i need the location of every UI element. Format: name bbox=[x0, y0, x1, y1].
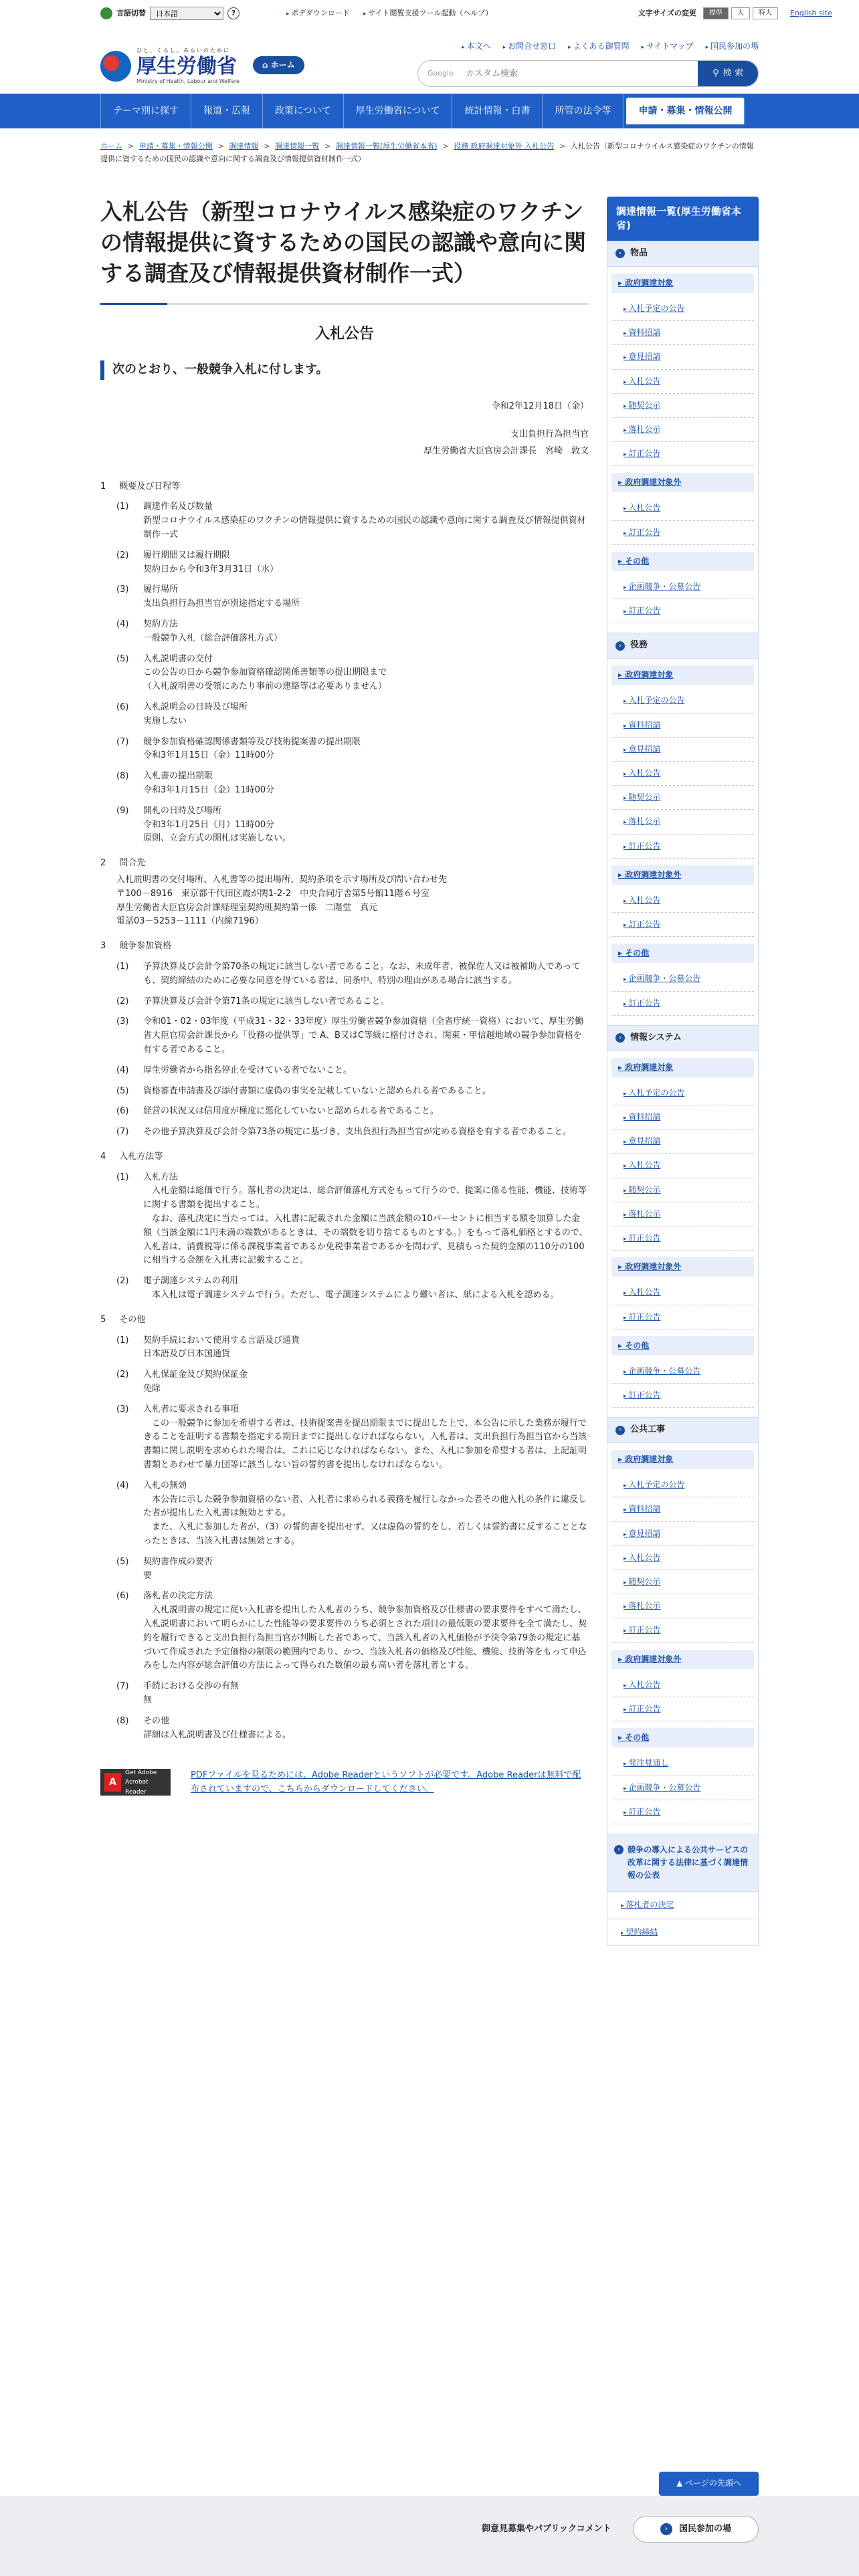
footer-band bbox=[0, 2496, 859, 2576]
section-item bbox=[100, 701, 589, 729]
sidebar-link[interactable]: ▸ 入札公告 bbox=[611, 370, 754, 394]
sidebar-title[interactable]: 調達情報一覧(厚生労働省本省) bbox=[607, 197, 759, 241]
section-item bbox=[100, 549, 589, 577]
sidebar-link[interactable]: ▸ 訂正公告 bbox=[611, 1697, 754, 1721]
item-number: (2) bbox=[116, 550, 129, 560]
section-number: 3 bbox=[100, 941, 106, 952]
nav-about[interactable]: 厚生労働省について bbox=[344, 94, 453, 128]
section-item bbox=[100, 653, 589, 694]
font-size-xlarge-button[interactable]: 特大 bbox=[753, 7, 778, 19]
sidebar-link[interactable]: ▸ 企画競争・公募公告 bbox=[611, 1360, 754, 1384]
section-item bbox=[100, 1368, 589, 1396]
sidebar-link-award-decision[interactable]: ▸ 落札者の決定 bbox=[607, 1892, 759, 1919]
section-title-text: 競争参加資格 bbox=[119, 941, 172, 952]
logo-tagline: ひと、くらし、みらいのために bbox=[136, 47, 230, 53]
sidebar-link[interactable]: ▸ 入札予定の公告 bbox=[611, 297, 754, 321]
help-icon[interactable]: ? bbox=[227, 7, 240, 19]
sidebar-category[interactable] bbox=[607, 241, 759, 267]
item-number: (3) bbox=[116, 1016, 129, 1027]
notice-date: 令和2年12月18日（金） bbox=[491, 401, 589, 411]
section-item bbox=[100, 1105, 589, 1119]
item-text: その他 詳細は入札説明書及び仕様書による。 bbox=[143, 1715, 292, 1740]
sidebar-link[interactable]: ▸ 入札公告 bbox=[611, 1546, 754, 1570]
sidebar-link[interactable]: ▸ 随契公示 bbox=[611, 1178, 754, 1202]
breadcrumb-procurement-list[interactable]: 調達情報一覧 bbox=[275, 142, 320, 150]
home-icon: ⌂ bbox=[262, 60, 271, 70]
search-input[interactable] bbox=[454, 69, 698, 79]
item-number: (8) bbox=[116, 771, 129, 782]
item-text: 手続における交渉の有無 無 bbox=[143, 1681, 240, 1705]
item-number: (4) bbox=[116, 619, 129, 629]
section-number: 5 bbox=[100, 1314, 106, 1325]
sidebar-category[interactable] bbox=[607, 633, 759, 659]
item-number: (2) bbox=[116, 1276, 129, 1287]
item-number: (7) bbox=[116, 736, 129, 747]
sidebar-group-heading[interactable]: ▸ 政府調達対象外 bbox=[611, 1257, 754, 1277]
sidebar-link[interactable]: ▸ 落札公示 bbox=[611, 810, 754, 834]
item-text: 予算決算及び会計令第70条の規定に該当しない者であること。なお、未成年者、被保佐人又は被補助人であっても、契約締結のために必要な同意を得ている者は、同条中、特別の理由がある場合に該当する。 bbox=[143, 961, 581, 986]
issuer-role: 支出負担行為担当官 bbox=[510, 429, 589, 440]
faq-link[interactable]: ▸ よくある御質問 bbox=[568, 40, 629, 53]
item-text: 入札者に要求される事項 この一般競争に参加を希望する者は、技術提案書を提出期限までに提出した上で、本公告に示した業務が履行できることを証明する書類を指定する期日までに提出しなければならない。入札者は、支出負担行為担当官から当該書類に関し説明を求められた場合は、これに応じなければならない。また、入札に参加を希望する者は、上記証明書類とあわせて暴力団等に該当しない旨の誓約書を提出しなければならない。 bbox=[143, 1404, 587, 1471]
sidebar-group-heading[interactable]: ▸ その他 bbox=[611, 944, 754, 963]
arrow-up-icon: ▲ bbox=[676, 2478, 686, 2488]
item-text: 落札者の決定方法 入札説明書の規定に従い入札書を提出した入札者のうち、競争参加資格及び仕様書の要求要件をすべて満たし、入札説明書において明らかにした性能等の要求要件のうち必須とされた項目の最低限の要求要件を全て満たし、契約を履行できると支出負担行為担当官が判断した者であって、当該入札者の入札価格が予決令第79条の規定に基づいて作成された予定価格の制限の範囲内であり、かつ、当該入札者の価格及び性能、機能、技術等をもって申込みをした内容が総合評価の方法によって得られた数値の最も高い者を落札者とする。 bbox=[143, 1591, 587, 1671]
breadcrumb-procurement-mhlw[interactable]: 調達情報一覧(厚生労働省本省) bbox=[335, 142, 438, 150]
ministry-logo-icon bbox=[100, 51, 131, 82]
site-header bbox=[0, 27, 859, 94]
globe-icon bbox=[100, 7, 112, 19]
section-item bbox=[100, 1715, 589, 1743]
page-top-button[interactable]: ▲ ページの先頭へ bbox=[659, 2472, 759, 2496]
sidebar-link[interactable]: ▸ 落札公示 bbox=[611, 418, 754, 442]
site-search bbox=[417, 60, 759, 87]
sidebar-link[interactable]: ▸ 入札予定の公告 bbox=[611, 1473, 754, 1497]
sidebar-group-heading[interactable]: ▸ その他 bbox=[611, 1728, 754, 1747]
item-text: 調達件名及び数量 新型コロナウイルス感染症のワクチンの情報提供に資するための国民の認識や意向に関する調査及び情報提供資材制作一式 bbox=[143, 502, 586, 540]
sidebar-link[interactable]: ▸ 企画競争・公募公告 bbox=[611, 967, 754, 991]
section-item bbox=[100, 804, 589, 846]
item-number: (3) bbox=[116, 584, 129, 595]
item-text: 入札方法 入札金額は総価で行う。落札者の決定は、総合評価落札方式をもって行うので、提案に係る性能、機能、技術等に関する書類を提出すること。 なお、落札決定に当たっては、入札書に記載された金額に当該金額の10パーセントに相当する額を加算した金額（当該金額に1円未満の端数があるときは、その端数を切り捨てるものとする。）をもって落札価格とするので、入札者は、消費税等に係る課税事業者であるか免税事業者であるかを問わず、見積もった契約金額の110分の100に相当する金額を入札書に記載すること。 bbox=[143, 1172, 588, 1266]
google-label: Google bbox=[427, 69, 454, 78]
section-title bbox=[100, 940, 589, 954]
breadcrumb-applications[interactable]: 申請・募集・情報公開 bbox=[138, 142, 213, 150]
breadcrumb-current: 入札公告（新型コロナウイルス感染症のワクチンの情報提供に資するための国民の認識や意向に関する調査及び情報提供資材制作一式） bbox=[100, 142, 754, 163]
item-text: 入札書の提出期限 令和3年1月15日（金）11時00分 bbox=[143, 771, 275, 795]
adobe-reader-banner[interactable]: A Get Adobe Acrobat Reader bbox=[100, 1769, 171, 1796]
adobe-reader-link[interactable]: PDFファイルを見るためには、Adobe Readerというソフトが必要です。Adobe Readerは無料で配布されていますので、こちらからダウンロードしてください。 bbox=[190, 1770, 581, 1795]
notice-sections bbox=[100, 480, 589, 1743]
section-item bbox=[100, 1590, 589, 1673]
home-button[interactable]: ⌂ ホーム bbox=[253, 56, 304, 74]
item-number: (6) bbox=[116, 1106, 129, 1117]
sidebar-link[interactable]: ▸ 意見招請 bbox=[611, 345, 754, 369]
accessibility-tool-link[interactable]: ▸ サイト閲覧支援ツール起動（ヘルプ） bbox=[363, 7, 493, 19]
chevron-right-icon: › bbox=[615, 249, 625, 258]
sidebar-link[interactable]: ▸ 入札公告 bbox=[611, 1281, 754, 1305]
nav-applications[interactable]: 申請・募集・情報公開 bbox=[626, 98, 745, 124]
item-number: (4) bbox=[116, 1480, 129, 1491]
nav-themes[interactable]: テーマ別に探す bbox=[100, 94, 191, 128]
logo-title: 厚生労働省 bbox=[136, 54, 237, 78]
section-title-text: 概要及び日程等 bbox=[119, 481, 181, 492]
chevron-right-icon: › bbox=[615, 1426, 625, 1435]
breadcrumb-procurement[interactable]: 調達情報 bbox=[229, 142, 259, 150]
section-number: 2 bbox=[100, 858, 106, 869]
section-item bbox=[100, 583, 589, 611]
sidebar-group bbox=[607, 267, 759, 633]
section-title bbox=[100, 480, 589, 494]
sidebar-link[interactable]: ▸ 訂正公告 bbox=[611, 1305, 754, 1329]
sidebar-link[interactable]: ▸ 随契公示 bbox=[611, 394, 754, 418]
breadcrumb-service-notice[interactable]: 役務 政府調達対象外 入札公告 bbox=[454, 142, 555, 150]
item-text: 令和01・02・03年度（平成31・32・33年度）厚生労働省競争参加資格（全省庁統一資格）において、厚生労働省大臣官房会計課長から「役務の提供等」で A、B又はC等級に格付けされ、関東・甲信越地域の競争参加資格を有する者であること。 bbox=[143, 1016, 583, 1055]
item-text: 電子調達システムの利用 本入札は電子調達システムで行う。ただし、電子調達システムにより難い者は、紙による入札を認める。 bbox=[143, 1276, 559, 1301]
item-number: (1) bbox=[116, 1335, 129, 1346]
item-number: (5) bbox=[116, 653, 129, 664]
item-text: 競争参加資格確認関係書類等及び技術提案書の提出期限 令和3年1月15日（金）11時00分 bbox=[143, 736, 361, 761]
item-text: 入札説明書の交付 この公告の日から競争参加資格確認関係書類等の提出期限まで （入札説明書の受領にあたり事前の連絡等は必要ありません） bbox=[143, 653, 387, 692]
item-text: 予算決算及び会計令第71条の規定に該当しない者であること。 bbox=[143, 996, 389, 1006]
item-text: 入札の無効 本公告に示した競争参加資格のない者、入札者に求められる義務を履行しなかった者その他入札の条件に違反した者が提出した入札書は無効とする。 また、入札に参加した者が、（3）の誓約書を提出せず、又は虚偽の誓約をし、若しくは誓約書に反することとなったときは、当該入札書は無効とする。 bbox=[143, 1480, 587, 1547]
sidebar-link[interactable]: ▸ 資料招請 bbox=[611, 714, 754, 738]
item-number: (9) bbox=[116, 805, 129, 816]
sidebar-group-heading[interactable]: ▸ 政府調達対象外 bbox=[611, 865, 754, 885]
sidebar-category-label: 情報システム bbox=[630, 1032, 682, 1043]
section-item bbox=[100, 1479, 589, 1549]
sidebar-group-heading[interactable]: ▸ 政府調達対象 bbox=[611, 1058, 754, 1077]
chevron-right-icon: › bbox=[614, 1845, 624, 1854]
chevron-right-icon: › bbox=[660, 2523, 672, 2535]
sidebar-category[interactable] bbox=[607, 1417, 759, 1443]
sidebar-group-heading[interactable]: ▸ その他 bbox=[611, 1336, 754, 1356]
skip-to-content-link[interactable]: ▸ 本文へ bbox=[462, 40, 490, 53]
header-links bbox=[462, 40, 759, 53]
sidebar-category-label: 物品 bbox=[630, 248, 648, 258]
sidebar-link[interactable]: ▸ 訂正公告 bbox=[611, 442, 754, 466]
sidebar-link[interactable]: ▸ 入札公告 bbox=[611, 1154, 754, 1178]
sidebar-link[interactable]: ▸ 意見招請 bbox=[611, 738, 754, 762]
font-size-label: 文字サイズの変更 bbox=[638, 9, 696, 18]
sidebar-link[interactable]: ▸ 訂正公告 bbox=[611, 835, 754, 859]
item-number: (6) bbox=[116, 702, 129, 712]
adobe-icon: A bbox=[104, 1773, 121, 1792]
sidebar-group-heading[interactable]: ▸ 政府調達対象 bbox=[611, 665, 754, 685]
section-item bbox=[100, 770, 589, 798]
item-text: 履行期間又は履行期限 契約日から令和3年3月31日（水） bbox=[143, 550, 279, 574]
item-number: (5) bbox=[116, 1556, 129, 1567]
sidebar-link[interactable]: ▸ 落札公示 bbox=[611, 1594, 754, 1618]
lead-heading: 次のとおり、一般競争入札に付します。 bbox=[100, 360, 589, 380]
sidebar bbox=[607, 197, 759, 1946]
sidebar-link[interactable]: ▸ 入札公告 bbox=[611, 889, 754, 913]
sidebar-group bbox=[607, 1443, 759, 1834]
sidebar-link[interactable]: ▸ 入札予定の公告 bbox=[611, 689, 754, 713]
item-number: (4) bbox=[116, 1065, 129, 1075]
sidebar-link[interactable]: ▸ 意見招請 bbox=[611, 1522, 754, 1546]
section-item bbox=[100, 736, 589, 764]
chevron-right-icon: › bbox=[615, 641, 625, 651]
section-number: 1 bbox=[100, 481, 106, 492]
sidebar-link[interactable]: ▸ 訂正公告 bbox=[611, 913, 754, 937]
nav-laws[interactable]: 所管の法令等 bbox=[543, 94, 624, 128]
section-number: 4 bbox=[100, 1151, 106, 1162]
item-text: 入札説明会の日時及び場所 実施しない bbox=[143, 702, 248, 726]
sidebar-category-label: 役務 bbox=[630, 640, 648, 651]
sidebar-link[interactable]: ▸ 意見招請 bbox=[611, 1130, 754, 1154]
section-item bbox=[100, 618, 589, 646]
sidebar-link[interactable]: ▸ 随契公示 bbox=[611, 1570, 754, 1594]
item-text: 入札保証金及び契約保証金 免除 bbox=[143, 1370, 248, 1394]
item-text: 契約手続において使用する言語及び通貨 日本語及び日本国通貨 bbox=[143, 1335, 300, 1360]
item-number: (3) bbox=[116, 1404, 129, 1414]
item-number: (6) bbox=[116, 1591, 129, 1602]
sidebar-group bbox=[607, 659, 759, 1025]
main-content bbox=[100, 197, 589, 1797]
sidebar-group-heading[interactable]: ▸ 政府調達対象外 bbox=[611, 1650, 754, 1669]
section-item bbox=[100, 1015, 589, 1057]
section-item bbox=[100, 500, 589, 542]
sidebar-group-heading[interactable]: ▸ 政府調達対象外 bbox=[611, 473, 754, 492]
search-button[interactable]: ⚲ 検 索 bbox=[698, 61, 758, 86]
language-switch bbox=[100, 7, 240, 20]
sidebar-link[interactable]: ▸ 資料招請 bbox=[611, 321, 754, 345]
item-number: (2) bbox=[116, 1370, 129, 1380]
breadcrumb-home[interactable]: ホーム bbox=[100, 142, 122, 150]
search-icon: ⚲ bbox=[712, 68, 719, 78]
section-item bbox=[100, 1275, 589, 1303]
nav-statistics[interactable]: 統計情報・白書 bbox=[452, 94, 543, 128]
item-number: (1) bbox=[116, 1172, 129, 1182]
section-item bbox=[100, 1171, 589, 1269]
notice-section bbox=[100, 1313, 589, 1743]
notice-section bbox=[100, 1150, 589, 1303]
sidebar-link[interactable]: ▸ 訂正公告 bbox=[611, 1618, 754, 1642]
sidebar-link[interactable]: ▸ 落札公示 bbox=[611, 1202, 754, 1226]
section-title bbox=[100, 857, 589, 871]
breadcrumb: ホーム > 申請・募集・情報公開 > 調達情報 > 調達情報一覧 > 調達情報一覧(厚生労働省本省) > 役務 政府調達対象外 入札公告 > 入札公告（新型コロナウイルス感染症のワクチンの情報提供に資するための国民の認識や意向に関する調査及び情報提供資材制作一式） bbox=[100, 142, 754, 163]
section-item bbox=[100, 1125, 589, 1140]
sidebar-link[interactable]: ▸ 企画競争・公募公告 bbox=[611, 1776, 754, 1800]
notice-section bbox=[100, 857, 589, 929]
section-item bbox=[100, 1680, 589, 1708]
item-number: (2) bbox=[116, 996, 129, 1006]
utility-bar bbox=[0, 0, 859, 27]
sidebar-category-label: 公共工事 bbox=[630, 1424, 666, 1435]
section-title-text: 問合先 bbox=[119, 858, 146, 869]
section-title bbox=[100, 1313, 589, 1327]
logo-english: Ministry of Health, Labour and Welfare bbox=[136, 78, 240, 84]
sidebar-link[interactable]: ▸ 訂正公告 bbox=[611, 599, 754, 623]
pdf-download-link[interactable]: ▸ ポデダウンロード bbox=[286, 7, 350, 19]
sidebar-link[interactable]: ▸ 発注見通し bbox=[611, 1751, 754, 1776]
sidebar-group-heading[interactable]: ▸ 政府調達対象 bbox=[611, 1450, 754, 1469]
pdf-notice bbox=[100, 1769, 589, 1797]
notice-section bbox=[100, 480, 589, 847]
public-participation-button[interactable]: › 国民参加の場 bbox=[633, 2516, 759, 2543]
site-logo[interactable] bbox=[100, 47, 240, 86]
sidebar-link-contract[interactable]: ▸ 契約締結 bbox=[607, 1919, 759, 1946]
section-title bbox=[100, 1150, 589, 1164]
item-text: 契約書作成の要否 要 bbox=[143, 1556, 213, 1581]
section-body: 入札説明書の交付場所、入札書等の提出場所、契約条項を示す場所及び問い合わせ先 〒100－8916 東京都千代田区霞が関1-2-2 中央合同庁舎第5号館11階６号室 厚生労働省大臣官房会計課経理室契約班契約第一係 二階堂 真元 電話03－5253－1111（内線7196） bbox=[116, 874, 448, 927]
sidebar-link[interactable]: ▸ 入札予定の公告 bbox=[611, 1081, 754, 1105]
section-item bbox=[100, 1334, 589, 1362]
sidebar-link[interactable]: ▸ 訂正公告 bbox=[611, 521, 754, 545]
item-text: 開札の日時及び場所 令和3年1月25日（月）11時00分 原則、立会方式の開札は実施しない。 bbox=[143, 805, 292, 844]
section-item bbox=[100, 1555, 589, 1584]
sidebar-link[interactable]: ▸ 入札公告 bbox=[611, 762, 754, 786]
issuer-name: 厚生労働省大臣官房会計課長 宮崎 敦文 bbox=[423, 445, 589, 456]
item-number: (1) bbox=[116, 961, 129, 972]
sidebar-link[interactable]: ▸ 訂正公告 bbox=[611, 1800, 754, 1824]
sidebar-group-heading[interactable]: ▸ その他 bbox=[611, 552, 754, 571]
footer-comment-label: 御意見募集やパブリックコメント bbox=[482, 2524, 611, 2534]
sidebar-link[interactable]: ▸ 入札公告 bbox=[611, 1673, 754, 1697]
item-number: (7) bbox=[116, 1681, 129, 1692]
section-item bbox=[100, 960, 589, 988]
contact-link[interactable]: ▸ お問合せ窓口 bbox=[503, 40, 556, 53]
section-item bbox=[100, 1085, 589, 1099]
item-text: 厚生労働省から指名停止を受けている者でないこと。 bbox=[143, 1065, 353, 1075]
sidebar-blocks bbox=[607, 241, 759, 1834]
notice-section bbox=[100, 940, 589, 1140]
notice-heading: 入札公告 bbox=[314, 325, 374, 342]
section-item bbox=[100, 1403, 589, 1473]
sidebar-public-service-heading[interactable]: › 競争の導入による公共サービスの改革に関する法律に基づく調達情報の公表 bbox=[607, 1834, 759, 1893]
font-size-switch bbox=[638, 7, 832, 19]
section-item bbox=[100, 1064, 589, 1078]
public-participation-link[interactable]: ▸ 国民参加の場 bbox=[706, 40, 759, 53]
sidebar-link[interactable]: ▸ 企画競争・公募公告 bbox=[611, 575, 754, 599]
item-text: 経営の状況又は信用度が極度に悪化していないと認められる者であること。 bbox=[143, 1106, 440, 1117]
sidebar-link[interactable]: ▸ 訂正公告 bbox=[611, 1384, 754, 1408]
sidebar-link[interactable]: ▸ 随契公示 bbox=[611, 786, 754, 810]
sidebar-group-heading[interactable]: ▸ 政府調達対象 bbox=[611, 274, 754, 293]
nav-press[interactable]: 報道・広報 bbox=[191, 94, 263, 128]
item-number: (7) bbox=[116, 1127, 129, 1138]
item-text: 資格審査申請書及び添付書類に虚偽の事実を記載していないと認められる者であること。 bbox=[143, 1085, 492, 1096]
english-site-link[interactable]: English site bbox=[789, 9, 832, 18]
sidebar-group bbox=[607, 1051, 759, 1418]
item-number: (5) bbox=[116, 1085, 129, 1096]
section-title-text: その他 bbox=[119, 1314, 146, 1325]
item-text: 履行場所 支出負担行為担当官が別途指定する場所 bbox=[143, 584, 300, 609]
sidebar-link[interactable]: ▸ 訂正公告 bbox=[611, 1226, 754, 1251]
sidebar-link[interactable]: ▸ 資料招請 bbox=[611, 1497, 754, 1521]
sidebar-link[interactable]: ▸ 訂正公告 bbox=[611, 992, 754, 1016]
font-size-large-button[interactable]: 大 bbox=[731, 7, 750, 19]
language-label: 言語切替 bbox=[116, 9, 146, 18]
sidebar-link[interactable]: ▸ 入札公告 bbox=[611, 496, 754, 520]
section-title-text: 入札方法等 bbox=[119, 1151, 163, 1162]
sidebar-link[interactable]: ▸ 資料招請 bbox=[611, 1105, 754, 1130]
sitemap-link[interactable]: ▸ サイトマップ bbox=[642, 40, 694, 53]
nav-policies[interactable]: 政策について bbox=[263, 94, 344, 128]
item-text: 契約方法 一般競争入札（総合評価落札方式） bbox=[143, 619, 283, 643]
item-number: (8) bbox=[116, 1715, 129, 1726]
issuer-block bbox=[100, 427, 589, 459]
item-number: (1) bbox=[116, 502, 129, 512]
section-item bbox=[100, 995, 589, 1009]
chevron-right-icon: › bbox=[615, 1033, 625, 1043]
item-text: その他予算決算及び会計令第73条の規定に基づき、支出負担行為担当官が定める資格を有する者であること。 bbox=[143, 1127, 572, 1138]
page-title: 入札公告（新型コロナウイルス感染症のワクチンの情報提供に資するための国民の認識や意向に関する調査及び情報提供資材制作一式） bbox=[100, 197, 589, 305]
global-nav bbox=[0, 94, 859, 128]
sidebar-category[interactable] bbox=[607, 1025, 759, 1051]
font-size-standard-button[interactable]: 標準 bbox=[703, 7, 729, 19]
language-select[interactable] bbox=[150, 7, 223, 20]
